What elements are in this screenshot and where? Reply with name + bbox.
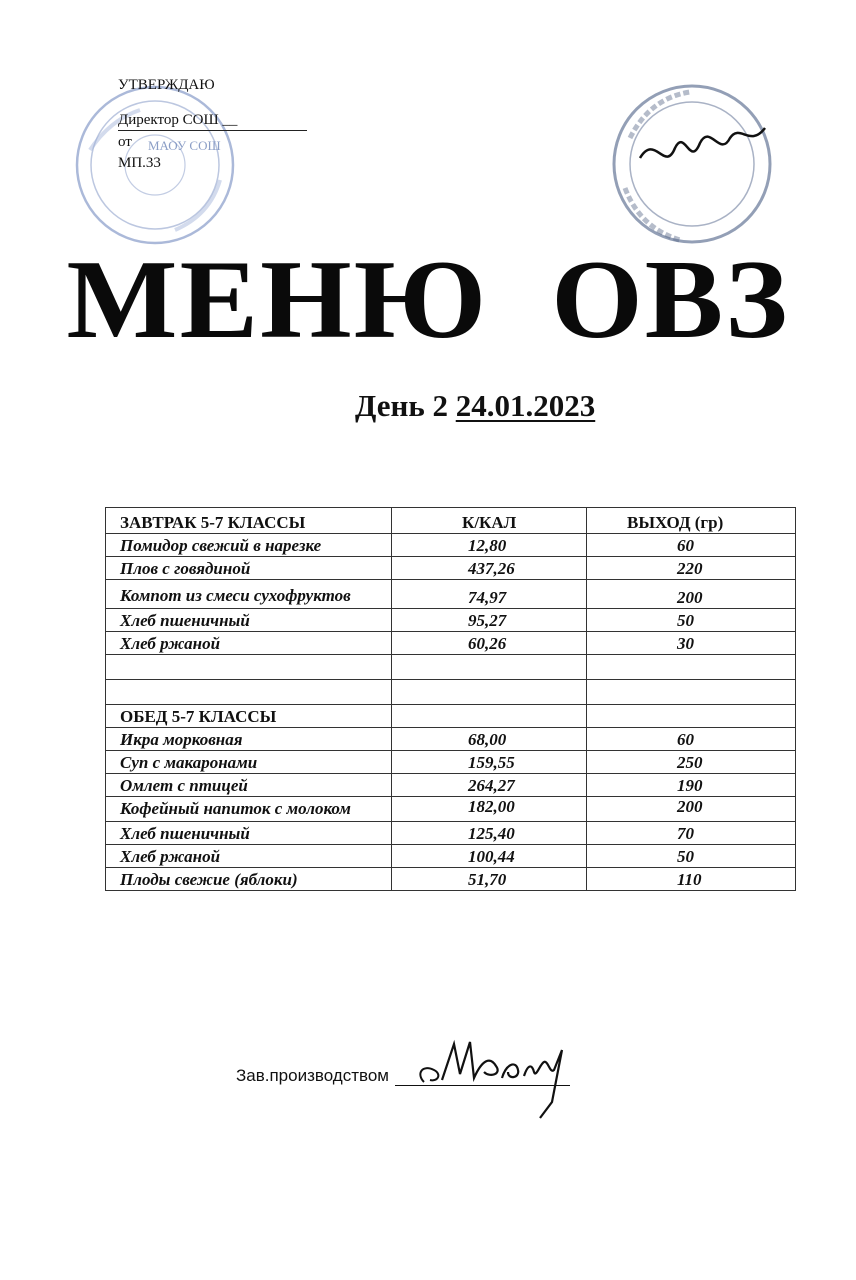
dish-output: 110 <box>587 868 796 891</box>
dish-name: Хлеб пшеничный <box>106 822 392 845</box>
dish-name: Икра морковная <box>106 728 392 751</box>
day-date: 24.01.2023 <box>455 388 596 423</box>
dish-kcal: 12,80 <box>392 534 587 557</box>
dish-output: 190 <box>587 774 796 797</box>
day-heading <box>355 388 595 424</box>
left-stamp-text: МАОУ СОШ <box>148 138 221 153</box>
dish-output: 30 <box>587 632 796 655</box>
day-label: День 2 <box>355 388 448 423</box>
header-output: ВЫХОД (гр) <box>587 508 796 534</box>
dish-name: Хлеб пшеничный <box>106 609 392 632</box>
dish-kcal: 125,40 <box>392 822 587 845</box>
dish-kcal: 264,27 <box>392 774 587 797</box>
table-row <box>106 557 796 580</box>
dish-kcal: 74,97 <box>392 580 587 609</box>
table-row <box>106 632 796 655</box>
handwritten-signature <box>412 1030 592 1125</box>
table-row <box>106 609 796 632</box>
dish-kcal: 60,26 <box>392 632 587 655</box>
blank-row <box>106 680 796 705</box>
right-stamp <box>600 78 780 253</box>
dish-output: 200 <box>587 797 796 822</box>
table-row <box>106 534 796 557</box>
dish-output: 220 <box>587 557 796 580</box>
dish-name: Хлеб ржаной <box>106 845 392 868</box>
dish-kcal: 95,27 <box>392 609 587 632</box>
approval-block <box>118 76 307 173</box>
approval-director: Директор СОШ __ <box>118 111 307 131</box>
table-row <box>106 774 796 797</box>
table-row <box>106 728 796 751</box>
dish-kcal: 100,44 <box>392 845 587 868</box>
dish-name: Плов с говядиной <box>106 557 392 580</box>
approval-from: от <box>118 134 132 150</box>
dish-name: Суп с макаронами <box>106 751 392 774</box>
dish-kcal: 437,26 <box>392 557 587 580</box>
table-row <box>106 751 796 774</box>
page-title: МЕНЮ ОВЗ <box>66 238 790 362</box>
dish-name: Помидор свежий в нарезке <box>106 534 392 557</box>
dish-output: 250 <box>587 751 796 774</box>
table-row <box>106 822 796 845</box>
dish-kcal: 182,00 <box>392 797 587 822</box>
dish-kcal: 68,00 <box>392 728 587 751</box>
dish-name: Хлеб ржаной <box>106 632 392 655</box>
dish-output: 50 <box>587 845 796 868</box>
table-row <box>106 580 796 609</box>
table-row <box>106 868 796 891</box>
header-breakfast: ЗАВТРАК 5-7 КЛАССЫ <box>106 508 392 534</box>
dish-kcal: 159,55 <box>392 751 587 774</box>
dish-output: 200 <box>587 580 796 609</box>
approval-title: УТВЕРЖДАЮ <box>118 77 215 93</box>
blank-row <box>106 655 796 680</box>
dish-output: 60 <box>587 534 796 557</box>
signature-label: Зав.производством <box>236 1066 389 1085</box>
dish-kcal: 51,70 <box>392 868 587 891</box>
dish-output: 50 <box>587 609 796 632</box>
header-kcal: К/КАЛ <box>392 508 587 534</box>
header-lunch: ОБЕД 5-7 КЛАССЫ <box>106 705 392 728</box>
table-row <box>106 797 796 822</box>
dish-name: Плоды свежие (яблоки) <box>106 868 392 891</box>
dish-name: Кофейный напиток с молоком <box>106 797 392 822</box>
table-row <box>106 845 796 868</box>
table-header-row <box>106 508 796 534</box>
dish-output: 70 <box>587 822 796 845</box>
menu-table <box>105 507 796 891</box>
dish-output: 60 <box>587 728 796 751</box>
dish-name: Компот из смеси сухофруктов <box>106 580 392 609</box>
lunch-header-row <box>106 705 796 728</box>
approval-mp: МП.33 <box>118 155 161 171</box>
dish-name: Омлет с птицей <box>106 774 392 797</box>
